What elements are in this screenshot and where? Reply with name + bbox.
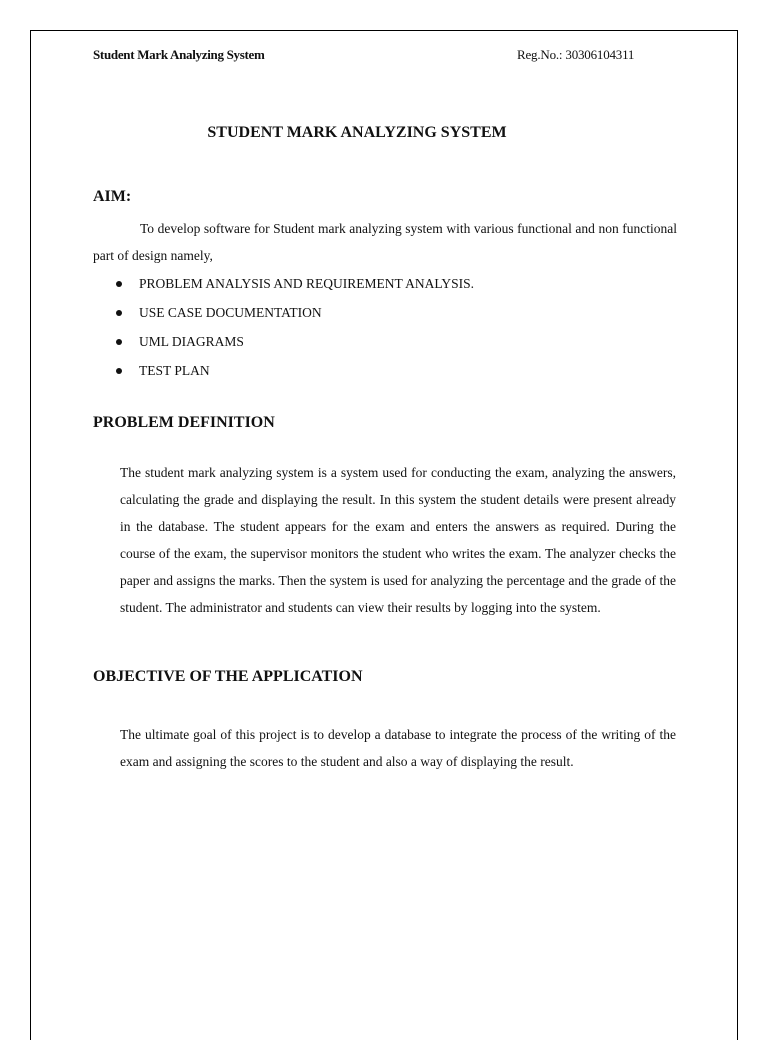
list-item: [93, 298, 474, 327]
problem-definition-heading: PROBLEM DEFINITION: [93, 414, 275, 431]
aim-heading: AIM:: [93, 188, 132, 205]
document-page: [30, 30, 738, 1040]
document-title: STUDENT MARK ANALYZING SYSTEM: [207, 124, 507, 141]
list-item-text: TEST PLAN: [139, 363, 210, 378]
list-item: [93, 356, 474, 385]
aim-paragraph: To develop software for Student mark analyzing system with various functional and non functional part of design namely,: [93, 221, 677, 263]
objective-paragraph: The ultimate goal of this project is to develop a database to integrate the process of the writing of the exam and assigning the scores to the student and also a way of displaying the result.: [120, 727, 676, 769]
objective-heading: OBJECTIVE OF THE APPLICATION: [93, 668, 363, 685]
bullet-icon: [116, 310, 122, 316]
list-item-text: PROBLEM ANALYSIS AND REQUIREMENT ANALYSIS.: [139, 276, 474, 291]
bullet-icon: [116, 339, 122, 345]
list-item-text: UML DIAGRAMS: [139, 334, 244, 349]
header-reg-no: Reg.No.: 30306104311: [517, 47, 635, 62]
list-item: [93, 327, 474, 356]
list-item: [93, 269, 474, 298]
bullet-icon: [116, 368, 122, 374]
header-title: Student Mark Analyzing System: [93, 47, 265, 62]
bullet-icon: [116, 281, 122, 287]
aim-list: [93, 269, 474, 385]
list-item-text: USE CASE DOCUMENTATION: [139, 305, 322, 320]
problem-definition-paragraph: The student mark analyzing system is a system used for conducting the exam, analyzing the answers, calculating the grade and displaying the result. In this system the student details were present already in the database. The student appears for the exam and enters the answers as required. During the course of the exam, the supervisor monitors the student who writes the exam. The analyzer checks the paper and assigns the marks. Then the system is used for analyzing the percentage and the grade of the student. The administrator and students can view their results by logging into the system.: [120, 465, 676, 615]
